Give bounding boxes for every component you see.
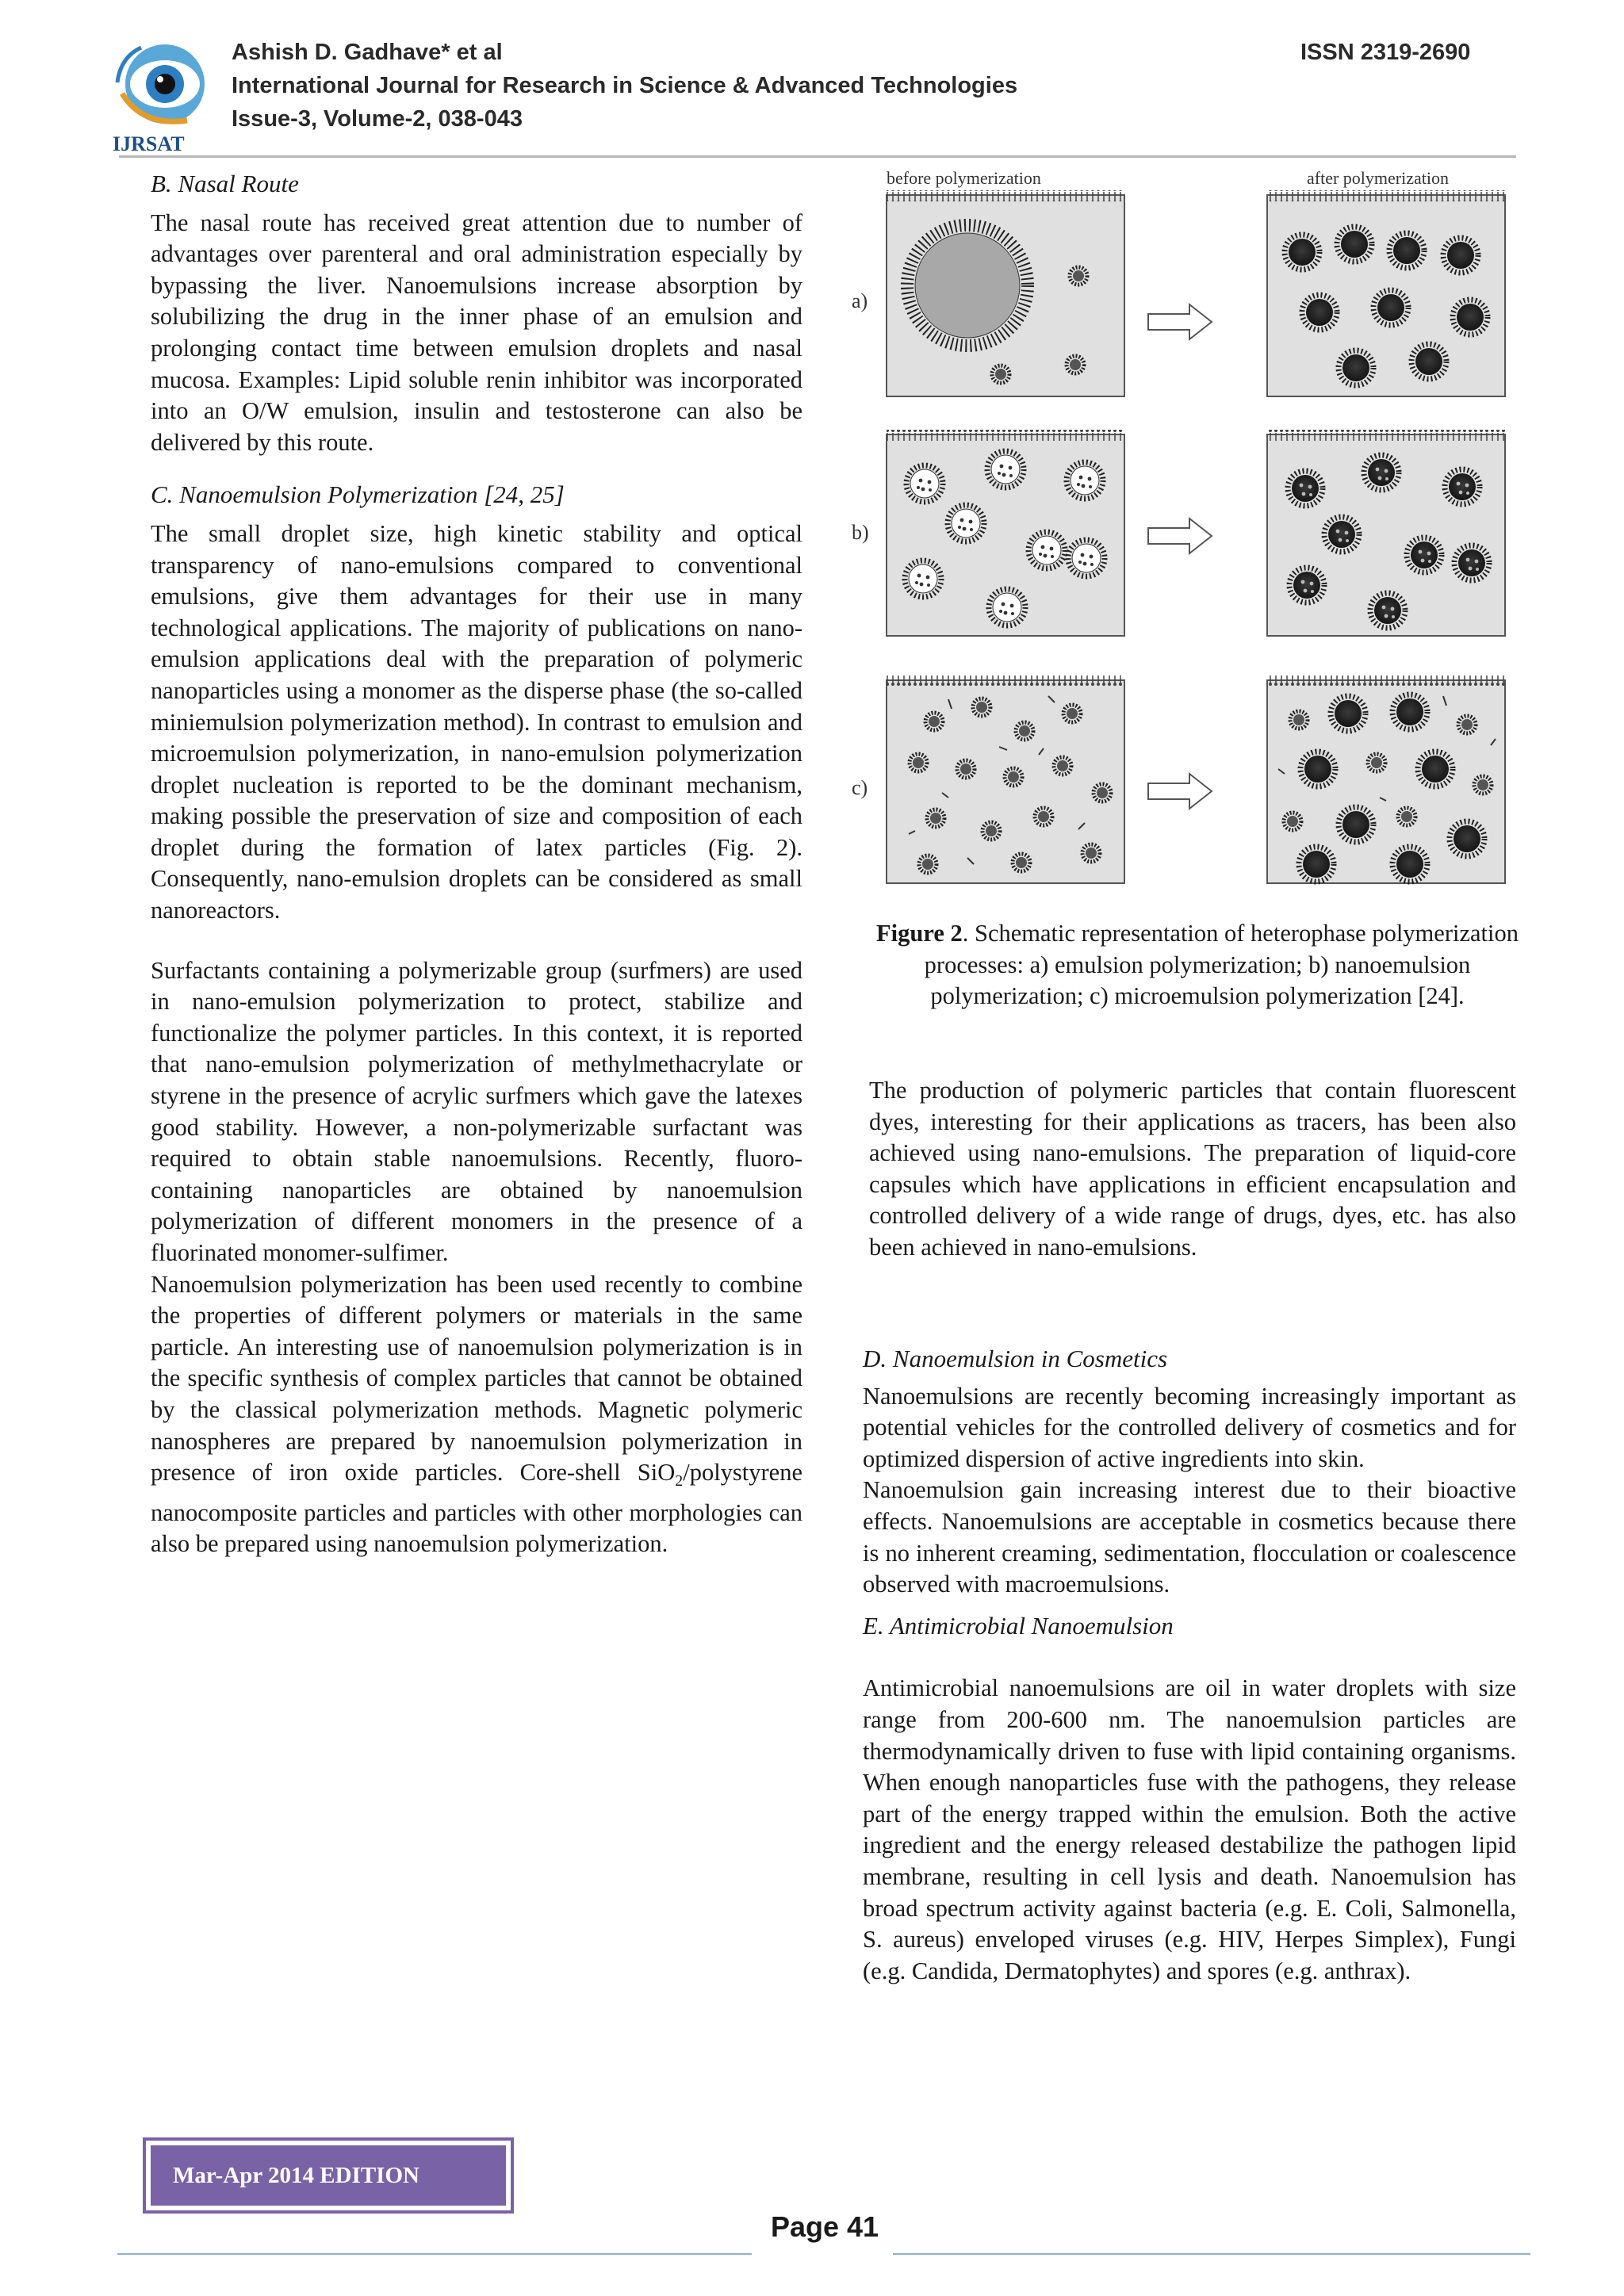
header-journal: International Journal for Research in Science & Advanced Technologies: [232, 73, 1018, 98]
ijrsat-logo: [111, 38, 214, 157]
figure-2-caption: [856, 918, 1538, 1012]
paragraph-antimicrobial: Antimicrobial nanoemulsions are oil in water droplets with size range from 200-600 nm. The nanoemulsion particles are thermodynamically driven to fuse with lipid containing organisms. When enough nanoparticles fuse with the pathogens, they release part of the energy trapped within the emulsion. Both the active ingredient and the energy released destabilize the pathogen lipid membrane, resulting in cell lysis and death. Nanoemulsion has broad spectrum activity against bacteria (e.g. E. Coli, Salmonella, S. aureus) enveloped viruses (e.g. HIV, Herpes Simplex), Fungi (e.g. Candida, Dermatophytes) and spores (e.g. anthrax).: [863, 1674, 1516, 1984]
page-header: [0, 0, 1624, 159]
right-column-bottom: [863, 1343, 1516, 1987]
subscript-2: 2: [675, 1472, 684, 1490]
paragraph-fluorescent: The production of polymeric particles that contain fluorescent dyes, interesting for their applications as tracers, has been also achieved using nano-emulsions. The preparation of liquid-core capsules which have applications in efficient encapsulation and controlled delivery of a wide range of drugs, dyes, etc. has also been achieved in nano-emulsions.: [869, 1077, 1516, 1261]
section-heading-nasal: B. Nasal Route: [151, 170, 299, 197]
paragraph-polymerization-3: [151, 1269, 802, 1560]
header-issn: ISSN 2319-2690: [1300, 40, 1471, 65]
paragraph-cosmetics-2: Nanoemulsion gain increasing interest due to their bioactive effects. Nanoemulsions are acceptable in cosmetics because there is no inherent creaming, sedimentation, flocculation or coalescence observed with macroemulsions.: [863, 1476, 1516, 1598]
panel-c-after: [1267, 680, 1505, 883]
edition-badge: [143, 2137, 514, 2214]
figure-row-c-label: c): [852, 776, 868, 799]
section-heading-polymerization: C. Nanoemulsion Polymerization [24, 25]: [151, 480, 565, 509]
footer-rule-right: [893, 2253, 1530, 2255]
paragraph-polymerization-1: The small droplet size, high kinetic stability and optical transparency of nano-emulsions compared to conventional emulsions, give them advantages for their use in many technological applications. The majority of publications on nano-emulsion applications deal with the preparation of polymeric nanoparticles using a monomer as the disperse phase (the so-called miniemulsion polymerization method). In contrast to emulsion and microemulsion polymerization, in nano-emulsion polymerization droplet nucleation is reported to be the dominant mechanism, making possible the preservation of size and composition of each droplet during the formation of latex particles (Fig. 2). Consequently, nano-emulsion droplets can be considered as small nanoreactors.: [151, 519, 802, 924]
section-heading-cosmetics: D. Nanoemulsion in Cosmetics: [863, 1345, 1168, 1372]
header-author: Ashish D. Gadhave* et al: [232, 40, 503, 65]
figure-caption-label: Figure 2: [876, 920, 963, 947]
figure-row-a-label: a): [852, 289, 868, 312]
figure-2-schematic: [841, 166, 1538, 888]
arrow-c: [1148, 774, 1212, 809]
arrow-b: [1148, 519, 1212, 553]
figure-label-after: after polymerization: [1307, 168, 1449, 188]
section-heading-antimicrobial: E. Antimicrobial Nanoemulsion: [863, 1611, 1174, 1640]
figure-row-b-label: b): [852, 521, 869, 544]
paragraph-polymerization-3-part-b: /polystyrene nanocomposite particles and particles with other morphologies can also be prepared using nanoemulsion polymerization.: [151, 1459, 802, 1558]
paragraph-nasal: The nasal route has received great attention due to number of advantages over parenteral and oral administration especially by bypassing the liver. Nanoemulsions increase absorption by solubilizing the drug in the inner phase of an emulsion and prolonging contact time between emulsion droplets and nasal mucosa. Examples: Lipid soluble renin inhibitor was incorporated into an O/W emulsion, insulin and testosterone can also be delivered by this route.: [151, 209, 802, 456]
surfactant-layer: [887, 190, 1124, 201]
arrow-a: [1148, 304, 1212, 339]
figure-label-before: before polymerization: [887, 168, 1041, 188]
figure-caption-text: . Schematic representation of heterophase polymerization processes: a) emulsion polymerization; b) nanoemulsion polymerization; c) microemulsion polymerization [24].: [924, 920, 1519, 1009]
left-column: [151, 168, 802, 1560]
edition-label: Mar-Apr 2014 EDITION: [151, 2145, 506, 2206]
page-number: Page 41: [770, 2210, 879, 2243]
footer-rule-left: [117, 2253, 752, 2255]
paragraph-polymerization-3-part-a: Nanoemulsion polymerization has been used recently to combine the properties of different polymers or materials in the same particle. An interesting use of nanoemulsion polymerization is in the specific synthesis of complex particles that cannot be obtained by the classical polymerization methods. Magnetic polymeric nanospheres are prepared by nanoemulsion polymerization in presence of iron oxide particles. Core-shell SiO: [151, 1270, 802, 1487]
paragraph-polymerization-2: Surfactants containing a polymerizable group (surfmers) are used in nano-emulsion polymerization to protect, stabilize and functionalize the polymer particles. In this context, it is reported that nano-emulsion polymerization of methylmethacrylate or styrene in the presence of acrylic surfmers which gave the latexes good stability. However, a non-polymerizable surfactant was required to obtain stable nanoemulsions. Recently, fluoro-containing nanoparticles are obtained by nanoemulsion polymerization of different monomers in the presence of a fluorinated monomer-sulfimer.: [151, 956, 802, 1266]
right-column-top: [869, 1075, 1516, 1264]
header-issue: Issue-3, Volume-2, 038-043: [232, 106, 523, 132]
header-rule: [119, 155, 1516, 158]
paragraph-cosmetics-1: Nanoemulsions are recently becoming increasingly important as potential vehicles for the controlled delivery of cosmetics and for optimized dispersion of active ingredients into skin.: [863, 1382, 1516, 1472]
logo-text: IJRSAT: [113, 132, 185, 155]
